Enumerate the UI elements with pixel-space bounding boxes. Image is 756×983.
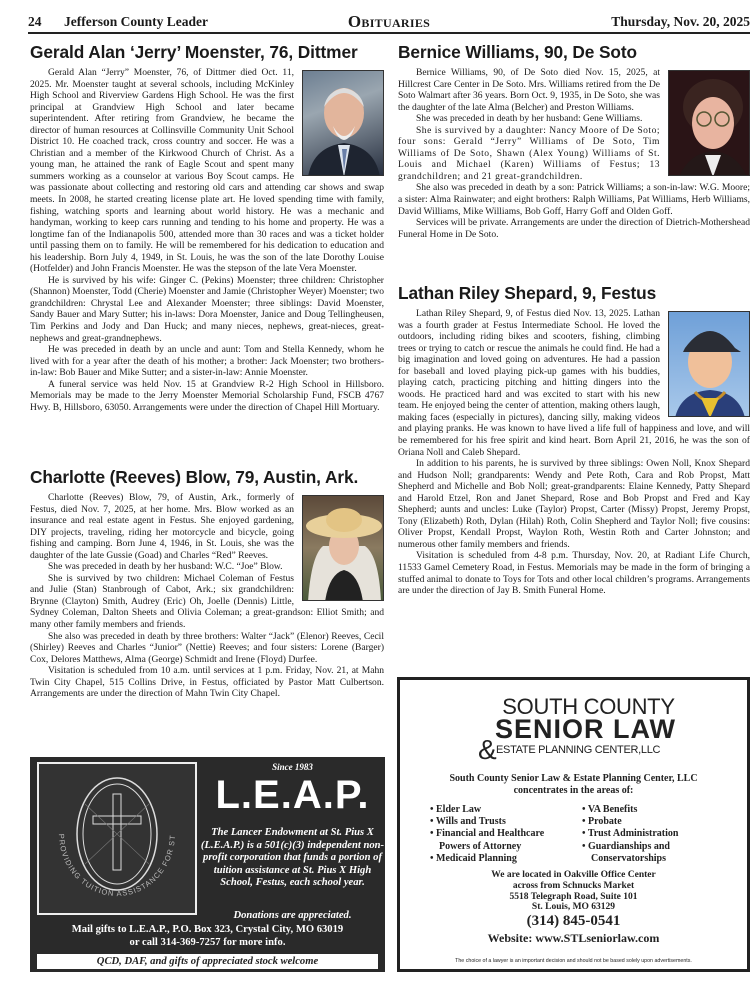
section-title: Obituaries	[347, 12, 431, 31]
obituary-paragraph: Bernice Williams, 90, of De Soto died Nov. 15, 2025, at Hillcrest Care Center in De Soto. Mrs. Williams retired from the De Soto Walmart after 36 years. Born Oct. 9, 1935, in De Soto, she was the daughter of the late Alma (Belcher) and Preston Williams.	[398, 67, 660, 113]
obituary-paragraph: Lathan Riley Shepard, 9, of Festus died Nov. 13, 2025. Lathan was a fourth grader at Festus Intermediate School. He loved the outdoors, including riding bikes and scooters, fishing, climbing trees or trying to catch or rescue the animals he could find. He had a big imagination and loved going on adventures. He had a passion for baseball and loved playing pick-up games with his buddies, playing catch, practicing pitching and hitting dingers into the woods. He practiced hard and was excited to start with his new team. He enjoyed being the center of attention, making others laugh, making faces (especially in pictures), dancing silly, making videos and playing pranks. He was known to have lived a life full of happiness and love, and will be remembered for his free spirit and kind heart. Born April 21, 2016, he was the son of Oriana Noll and Caleb Shepard.	[398, 308, 750, 458]
obituary-paragraph: She is survived by a daughter: Nancy Moore of De Soto; four sons: Gerald “Jerry” Williams of De Soto, Tim Williams of De Soto, Shawn (Alex Young) Williams of St. Louis and Michael (Karen) Williams of Festus; 13 grandchildren; and 21 great-grandchildren.	[398, 124, 660, 182]
logo-line-2: SENIOR LAW	[494, 714, 676, 744]
logo-ampersand: &	[478, 734, 497, 765]
obituary-title: Bernice Williams, 90, De Soto	[398, 42, 637, 62]
practice-area: • Trust Administration	[582, 828, 679, 840]
leap-advertisement	[30, 757, 385, 972]
portrait-photo	[668, 70, 750, 176]
office-location	[400, 870, 747, 913]
svg-text:PROVIDING TUITION ASSISTANCE F: PROVIDING TUITION ASSISTANCE FOR ST	[56, 833, 178, 899]
practice-area: • Elder Law	[430, 804, 482, 815]
phone-number: (314) 845-0541	[526, 913, 621, 929]
obituary-paragraph: Visitation is scheduled from 4-8 p.m. Thursday, Nov. 20, at Radiant Life Church, 11533 Gamel Cemetery Road, in Festus. Memorials may be made in the form of bringing a stuffed animal to donate to Toys for Tots and other local children’s programs. Arrangements are under the direction of Jay B. Smith Funeral Home.	[398, 550, 750, 597]
newspaper-name: Jefferson County Leader	[64, 14, 208, 29]
practice-areas-right	[582, 804, 678, 865]
portrait-photo	[302, 70, 384, 176]
page-number: 24	[28, 14, 42, 29]
portrait-photo	[668, 311, 750, 417]
since-year: Since 1983	[272, 762, 313, 772]
obituary-paragraph: He was preceded in death by an uncle and aunt: Tom and Stella Kennedy, whom he lived with for a year after the death of his mother; a brother: Jack Moenster; two brothers-in-law: Bob Bauer and Mike Sutter; and a sister-in-law: Annie Moenster.	[30, 344, 384, 379]
gifts-strip: QCD, DAF, and gifts of appreciated stock welcome	[37, 954, 378, 969]
firm-name: South County Senior Law & Estate Planning Center, LLC	[449, 773, 698, 784]
obituary-paragraph: She also was preceded in death by three brothers: Walter “Jack” (Elenor) Reeves, Cecil (Shirley) Reeves and Charles “Junior” (Nettie) Reeves; and four sisters: Lorene (Barger) Cox, Delores Matthews, Alma (George) Schmidt and Irene (Floyd) Durfee.	[30, 630, 384, 665]
obituary-paragraph: He is survived by his wife: Ginger C. (Pekins) Moenster; three children: Christopher (Shannon) Moenster, Todd (Cherie) Moenster and Jamie (Christopher Weyer) Moenster; two grandchildren: Chrystal Lee and Alexander Moenster; three siblings: David Moenster, Sandy Bauer and Mary Sutter; his in-laws: Dora Moenster, Janice and Doug Tellingheusen, Tim Perkins and Jody and Dan Huck; and many nieces, nephews, great-nieces, great-nephews and great-grandnephews.	[30, 274, 384, 344]
obituary-williams	[398, 42, 750, 240]
leap-logo	[37, 762, 197, 915]
location-line: St. Louis, MO 63129	[531, 902, 616, 913]
page-header	[28, 10, 750, 34]
practice-area: • VA Benefits	[582, 804, 638, 815]
logo-line-1: SOUTH COUNTY	[502, 694, 675, 719]
senior-law-advertisement	[397, 677, 750, 972]
obituary-paragraph: She was preceded in death by her husband: Gene Williams.	[416, 113, 643, 125]
obituary-paragraph: Visitation is scheduled from 10 a.m. until services at 1 p.m. Friday, Nov. 21, at Mahn Twin City Chapel, 515 Collins Drive, in Festus, officiated by Pastor Matt Culbertson. Arrangements are under the direction of Mahn Twin City Chapel.	[30, 665, 384, 700]
practice-area: Conservatorships	[591, 852, 667, 864]
obituary-paragraph: In addition to his parents, he is survived by three siblings: Owen Noll, Knox Shepard and Hudson Noll; grandparents: Wendy and Pete Roth, Cara and Rob Propst, Matt Shepherd and Michelle and Bob Noll; great-grandparents: Elaine Kennedy, Patty Shepard and Harold Etzel, Ron and Janet Shepard, Rose and Bob Propst and Fred and Kay Shepherd; aunts and uncles: Luke (Taylor) Propst, Carter (Missy) Propst, Jeremy Propst, Tony (Elizabeth) Roth, Dylan (Hilah) Roth, Colin Shepherd and Taylor Noll; five cousins: Oliver Propst, Kendall Propst, Waylon Roth, Westin Roth and Carter Johnston; and numerous other family members and friends.	[398, 458, 750, 550]
obituary-moenster	[30, 42, 384, 413]
obituary-paragraph: Charlotte (Reeves) Blow, 79, of Austin, Ark., formerly of Festus, died Nov. 7, 2025, at her home. Mrs. Blow worked as an insurance and real estate agent in Festus. She enjoyed gardening, DIY projects, traveling, riding her motorcycle and bicycle, going fishing and camping. Born June 4, 1946, in St. Louis, she was the daughter of the late Gussie (Goad) and Charles “Red” Reeves.	[30, 492, 294, 561]
mail-address: Mail gifts to L.E.A.P., P.O. Box 323, Crystal City, MO 63019	[71, 924, 344, 935]
obituary-blow	[30, 467, 384, 700]
obituary-paragraph: A funeral service was held Nov. 15 at Grandview R-2 High School in Hillsboro. Memorials may be made to the Jerry Moenster Memorial Scholarship Fund, FSCB 4767 Hwy. B, Hillsboro, 63050. Arrangements were under the direction of Chapel Hill Mortuary.	[30, 378, 384, 413]
donations-text: Donations are appreciated.	[233, 910, 352, 921]
practice-area: • Probate	[582, 816, 622, 828]
obituary-paragraph: She also was preceded in death by a son: Patrick Williams; a son-in-law: W.G. Moore; a sister: Alma Rainwater; and eight brothers: Ralph Williams, Pat Williams, Herb Williams, David Williams, Mike Williams, Bob Goff, Harry Goff and Olden Goff.	[398, 182, 750, 217]
practice-area: • Medicaid Planning	[430, 852, 517, 864]
practice-area: • Guardianships and	[582, 840, 670, 852]
obituary-title: Gerald Alan ‘Jerry’ Moenster, 76, Dittmer	[30, 42, 358, 62]
location-line: 5518 Telegraph Road, Suite 101	[509, 891, 638, 902]
ad-intro	[400, 773, 747, 797]
obituary-paragraph: She was preceded in death by her husband: W.C. “Joe” Blow.	[48, 561, 283, 573]
practice-area: Powers of Attorney	[439, 840, 522, 852]
obituary-paragraph: Services will be private. Arrangements are under the direction of Dietrich-Mothershead Funeral Home in De Soto.	[398, 217, 750, 240]
phone-info: or call 314-369-7257 for more info.	[129, 937, 286, 948]
leap-description: The Lancer Endowment at St. Pius X (L.E.A.P.) is a 501(c)(3) independent non-profit corporation that funds a portion of tuition assistance at St. Pius X High School, Festus, each school year.	[200, 827, 385, 889]
portrait-photo	[302, 495, 384, 601]
intro-text: concentrates in the areas of:	[513, 785, 634, 796]
obituary-paragraph: She is survived by two children: Michael Coleman of Festus and Julie (Stan) Stanbrough of Cabot, Ark.; six grandchildren: Brynne (Clayton) Smith, Audrey (Eric) Oh, Joelle (Dennis) Little, Sydney Coleman, Dalton Sheets and Olivia Coleman; a great-grandson: Elliot Smith; and many other family members and friends.	[30, 572, 384, 631]
practice-areas-left	[430, 804, 544, 865]
practice-area: • Wills and Trusts	[430, 816, 506, 828]
obituary-title: Lathan Riley Shepard, 9, Festus	[398, 283, 657, 303]
disclaimer: The choice of a lawyer is an important decision and should not be based solely upon advertisements.	[455, 958, 692, 964]
practice-area: • Financial and Healthcare	[430, 828, 545, 840]
obituary-shepard	[398, 283, 750, 597]
leap-name: L.E.A.P.	[215, 773, 370, 817]
obituary-paragraph: Gerald Alan “Jerry” Moenster, 76, of Dittmer died Oct. 11, 2025. Mr. Moenster taught at several schools, including McKinley High School and Riverview Gardens High School. He was the first principal at Grandview High School and later became superintendent. After retiring from Grandview, he became the director of human resources at Collinsville Community Unit School District 10. He coached track, cross country and soccer. He was a Christian and a member of the Kirkwood Church of Christ. As a young man, he attained the rank of Eagle Scout and spent many summers working as a counselor at various Boy Scout camps. He was passionate about collecting and restoring old cars and attending car shows and swap meets. In 2008, he started creating license plate art. He loved spending time with family, fishing, watching sports and learning about world history. He was a mechanic and handyman, working to keep cars running and tending to his home and property. He was a longtime fan of the Indianapolis 500, attended more than 30 races and was a ticket holder until passing them on to family. He will be remembered for his dedication to education and his leadership. Born July 4, 1949, in St. Louis, he was the son of the late Dorothy Louise (Hotfelder) and John Francis Moenster. He was the stepson of the late Vera Moenster.	[30, 67, 384, 275]
website: Website: www.STLseniorlaw.com	[487, 931, 660, 945]
obituary-title: Charlotte (Reeves) Blow, 79, Austin, Ark.	[30, 467, 359, 487]
location-line: across from Schnucks Market	[512, 880, 635, 891]
issue-date: Thursday, Nov. 20, 2025	[611, 14, 750, 29]
mail-info	[30, 923, 385, 949]
location-line: We are located in Oakville Office Center	[491, 870, 656, 880]
logo-line-3: ESTATE PLANNING CENTER,LLC	[496, 744, 661, 756]
